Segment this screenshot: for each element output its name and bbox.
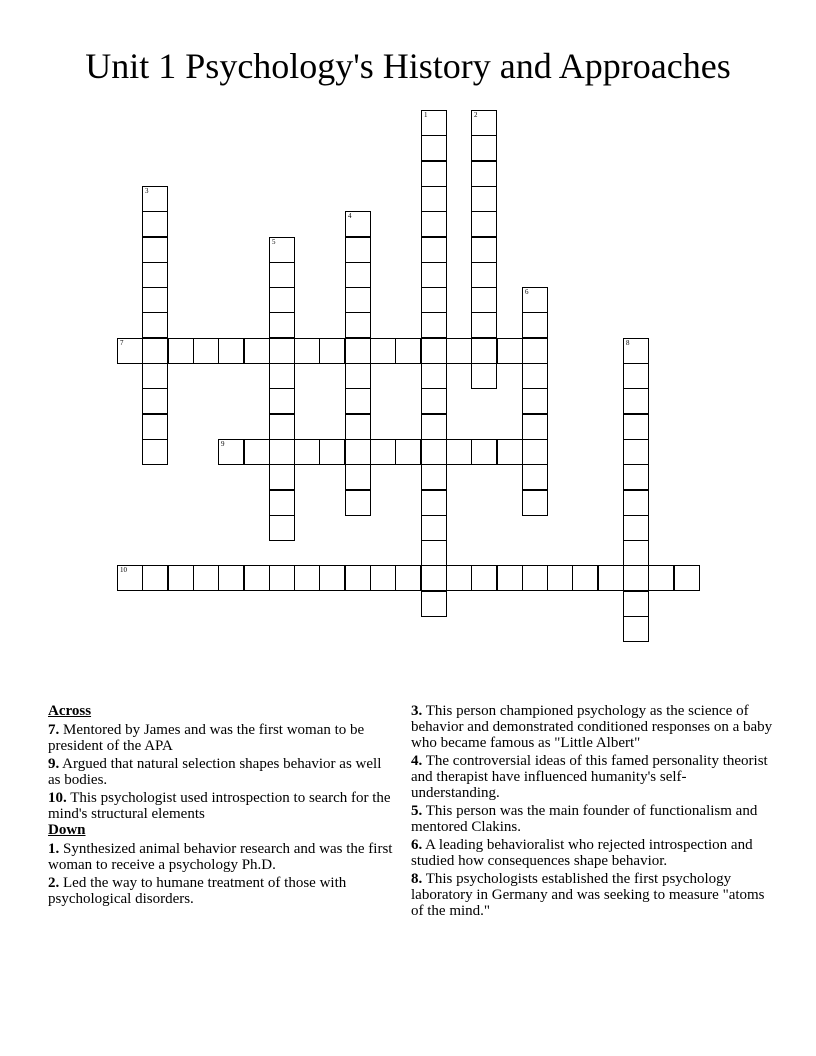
clue-down-8 xyxy=(411,871,773,919)
grid-cell[interactable] xyxy=(421,591,447,617)
clue-text: Argued that natural selection shapes behavior as well as bodies. xyxy=(48,756,382,788)
clue-number-label: 1 xyxy=(424,111,428,119)
grid-cell[interactable] xyxy=(345,262,371,288)
clue-text: This psychologist used introspection to search for the mind's structural elements xyxy=(48,790,391,822)
grid-cell[interactable] xyxy=(471,262,497,288)
grid-cell[interactable] xyxy=(421,287,447,313)
clue-text: This person was the main founder of functionalism and mentored Clakins. xyxy=(411,803,758,835)
grid-cell[interactable] xyxy=(522,312,548,338)
grid-cell[interactable] xyxy=(497,338,523,364)
grid-cell[interactable] xyxy=(142,287,168,313)
grid-cell[interactable] xyxy=(471,312,497,338)
grid-cell[interactable] xyxy=(471,338,497,364)
grid-cell[interactable] xyxy=(522,414,548,440)
clue-number-label: 10 xyxy=(120,566,127,574)
grid-cell[interactable] xyxy=(497,565,523,591)
clue-text: Mentored by James and was the first woman to be president of the APA xyxy=(48,722,365,754)
grid-cell[interactable] xyxy=(142,186,168,212)
clue-number: 8. xyxy=(411,871,423,887)
grid-cell[interactable] xyxy=(142,262,168,288)
clue-number: 4. xyxy=(411,753,423,769)
grid-cell[interactable] xyxy=(319,439,345,465)
grid-cell[interactable] xyxy=(142,414,168,440)
clue-number: 9. xyxy=(48,756,60,772)
grid-cell[interactable] xyxy=(269,464,295,490)
clue-number-label: 4 xyxy=(348,212,352,220)
grid-cell[interactable] xyxy=(345,211,371,237)
grid-cell[interactable] xyxy=(421,515,447,541)
grid-cell[interactable] xyxy=(623,439,649,465)
clue-text: The controversial ideas of this famed personality theorist and therapist have influenced humanity's self-understanding. xyxy=(411,753,768,801)
grid-cell[interactable] xyxy=(244,565,270,591)
grid-cell[interactable] xyxy=(395,565,421,591)
down-heading: Down xyxy=(48,822,86,838)
grid-cell[interactable] xyxy=(522,338,548,364)
grid-cell[interactable] xyxy=(623,565,649,591)
grid-cell[interactable] xyxy=(471,565,497,591)
grid-cell[interactable] xyxy=(623,388,649,414)
across-heading: Across xyxy=(48,703,92,719)
grid-cell[interactable] xyxy=(522,287,548,313)
grid-cell[interactable] xyxy=(142,565,168,591)
clue-text: This psychologists established the first psychology laboratory in Germany and was seeking to measure "atoms of the mind." xyxy=(411,871,765,919)
grid-cell[interactable] xyxy=(471,287,497,313)
grid-cell[interactable] xyxy=(522,363,548,389)
grid-cell[interactable] xyxy=(421,464,447,490)
grid-cell[interactable] xyxy=(269,363,295,389)
grid-cell[interactable] xyxy=(269,490,295,516)
grid-cell[interactable] xyxy=(395,439,421,465)
grid-cell[interactable] xyxy=(421,565,447,591)
clue-number: 2. xyxy=(48,875,60,891)
clue-text: A leading behavioralist who rejected introspection and studied how consequences shape behavior. xyxy=(411,837,753,869)
clue-number-label: 8 xyxy=(626,339,630,347)
clue-down-6 xyxy=(411,837,773,869)
grid-cell[interactable] xyxy=(319,565,345,591)
grid-cell[interactable] xyxy=(471,161,497,187)
grid-cell[interactable] xyxy=(142,338,168,364)
grid-cell[interactable] xyxy=(623,515,649,541)
grid-cell[interactable] xyxy=(421,161,447,187)
grid-cell[interactable] xyxy=(294,439,320,465)
grid-cell[interactable] xyxy=(522,490,548,516)
grid-cell[interactable] xyxy=(421,186,447,212)
grid-cell[interactable] xyxy=(522,388,548,414)
grid-cell[interactable] xyxy=(623,540,649,566)
clue-down-1 xyxy=(48,841,393,873)
grid-cell[interactable] xyxy=(142,237,168,263)
grid-cell[interactable] xyxy=(168,338,194,364)
grid-cell[interactable] xyxy=(421,110,447,136)
grid-cell[interactable] xyxy=(319,338,345,364)
grid-cell[interactable] xyxy=(117,338,143,364)
grid-cell[interactable] xyxy=(142,312,168,338)
clue-number: 6. xyxy=(411,837,423,853)
grid-cell[interactable] xyxy=(471,135,497,161)
grid-cell[interactable] xyxy=(345,414,371,440)
grid-cell[interactable] xyxy=(345,312,371,338)
grid-cell[interactable] xyxy=(471,363,497,389)
puzzle-title: Unit 1 Psychology's History and Approaches xyxy=(85,46,731,86)
grid-cell[interactable] xyxy=(421,490,447,516)
clues-left-column xyxy=(48,703,393,909)
grid-cell[interactable] xyxy=(269,439,295,465)
grid-cell[interactable] xyxy=(193,338,219,364)
grid-cell[interactable] xyxy=(193,565,219,591)
grid-cell[interactable] xyxy=(623,414,649,440)
grid-cell[interactable] xyxy=(142,439,168,465)
grid-cell[interactable] xyxy=(623,616,649,642)
grid-cell[interactable] xyxy=(421,262,447,288)
grid-cell[interactable] xyxy=(218,338,244,364)
clue-number: 10. xyxy=(48,790,67,806)
grid-cell[interactable] xyxy=(446,338,472,364)
grid-cell[interactable] xyxy=(345,388,371,414)
clue-number-label: 9 xyxy=(221,440,225,448)
clue-text: Synthesized animal behavior research and was the first woman to receive a psychology Ph.D. xyxy=(48,841,393,873)
grid-cell[interactable] xyxy=(269,338,295,364)
grid-cell[interactable] xyxy=(218,439,244,465)
grid-cell[interactable] xyxy=(370,565,396,591)
grid-cell[interactable] xyxy=(345,464,371,490)
grid-cell[interactable] xyxy=(421,312,447,338)
grid-cell[interactable] xyxy=(446,439,472,465)
grid-cell[interactable] xyxy=(471,110,497,136)
clue-across-9 xyxy=(48,756,393,788)
grid-cell[interactable] xyxy=(471,211,497,237)
grid-cell[interactable] xyxy=(142,211,168,237)
clue-down-2 xyxy=(48,875,393,907)
grid-cell[interactable] xyxy=(269,287,295,313)
grid-cell[interactable] xyxy=(471,186,497,212)
clue-text: Led the way to humane treatment of those with psychological disorders. xyxy=(48,875,347,907)
grid-cell[interactable] xyxy=(395,338,421,364)
grid-cell[interactable] xyxy=(269,414,295,440)
grid-cell[interactable] xyxy=(623,363,649,389)
grid-cell[interactable] xyxy=(522,439,548,465)
grid-cell[interactable] xyxy=(345,237,371,263)
grid-cell[interactable] xyxy=(168,565,194,591)
grid-cell[interactable] xyxy=(370,439,396,465)
clue-number: 3. xyxy=(411,703,423,719)
grid-cell[interactable] xyxy=(522,464,548,490)
grid-cell[interactable] xyxy=(421,135,447,161)
grid-cell[interactable] xyxy=(421,540,447,566)
grid-cell[interactable] xyxy=(244,338,270,364)
grid-cell[interactable] xyxy=(345,490,371,516)
grid-cell[interactable] xyxy=(269,237,295,263)
grid-cell[interactable] xyxy=(269,388,295,414)
grid-cell[interactable] xyxy=(294,565,320,591)
clue-across-7 xyxy=(48,722,393,754)
grid-cell[interactable] xyxy=(269,262,295,288)
grid-cell[interactable] xyxy=(244,439,270,465)
grid-cell[interactable] xyxy=(421,414,447,440)
clues-right-column xyxy=(411,703,773,921)
clue-number: 1. xyxy=(48,841,60,857)
grid-cell[interactable] xyxy=(269,565,295,591)
grid-cell[interactable] xyxy=(623,490,649,516)
grid-cell[interactable] xyxy=(446,565,472,591)
grid-cell[interactable] xyxy=(345,363,371,389)
grid-cell[interactable] xyxy=(623,338,649,364)
grid-cell[interactable] xyxy=(497,439,523,465)
grid-cell[interactable] xyxy=(421,237,447,263)
grid-cell[interactable] xyxy=(572,565,598,591)
grid-cell[interactable] xyxy=(471,237,497,263)
grid-cell[interactable] xyxy=(598,565,624,591)
grid-cell[interactable] xyxy=(623,464,649,490)
grid-cell[interactable] xyxy=(142,388,168,414)
grid-cell[interactable] xyxy=(218,565,244,591)
clue-across-10 xyxy=(48,790,393,822)
clue-number-label: 6 xyxy=(525,288,529,296)
clue-number-label: 7 xyxy=(120,339,124,347)
grid-cell[interactable] xyxy=(345,338,371,364)
grid-cell[interactable] xyxy=(421,363,447,389)
clue-number: 5. xyxy=(411,803,423,819)
grid-cell[interactable] xyxy=(623,591,649,617)
grid-cell[interactable] xyxy=(117,565,143,591)
grid-cell[interactable] xyxy=(421,211,447,237)
grid-cell[interactable] xyxy=(345,439,371,465)
grid-cell[interactable] xyxy=(674,565,700,591)
grid-cell[interactable] xyxy=(471,439,497,465)
clue-down-4 xyxy=(411,753,773,801)
grid-cell[interactable] xyxy=(421,338,447,364)
grid-cell[interactable] xyxy=(421,439,447,465)
grid-cell[interactable] xyxy=(294,338,320,364)
clue-number-label: 2 xyxy=(474,111,478,119)
grid-cell[interactable] xyxy=(522,565,548,591)
clue-text: This person championed psychology as the science of behavior and demonstrated conditioned responses on a baby who became famous as "Little Albert" xyxy=(411,703,773,751)
grid-cell[interactable] xyxy=(269,312,295,338)
grid-cell[interactable] xyxy=(370,338,396,364)
clue-down-3 xyxy=(411,703,773,751)
grid-cell[interactable] xyxy=(345,287,371,313)
clue-number-label: 3 xyxy=(145,187,149,195)
grid-cell[interactable] xyxy=(421,388,447,414)
grid-cell[interactable] xyxy=(648,565,674,591)
clue-number: 7. xyxy=(48,722,60,738)
grid-cell[interactable] xyxy=(547,565,573,591)
clue-number-label: 5 xyxy=(272,238,276,246)
grid-cell[interactable] xyxy=(269,515,295,541)
grid-cell[interactable] xyxy=(345,565,371,591)
grid-cell[interactable] xyxy=(142,363,168,389)
clue-down-5 xyxy=(411,803,773,835)
